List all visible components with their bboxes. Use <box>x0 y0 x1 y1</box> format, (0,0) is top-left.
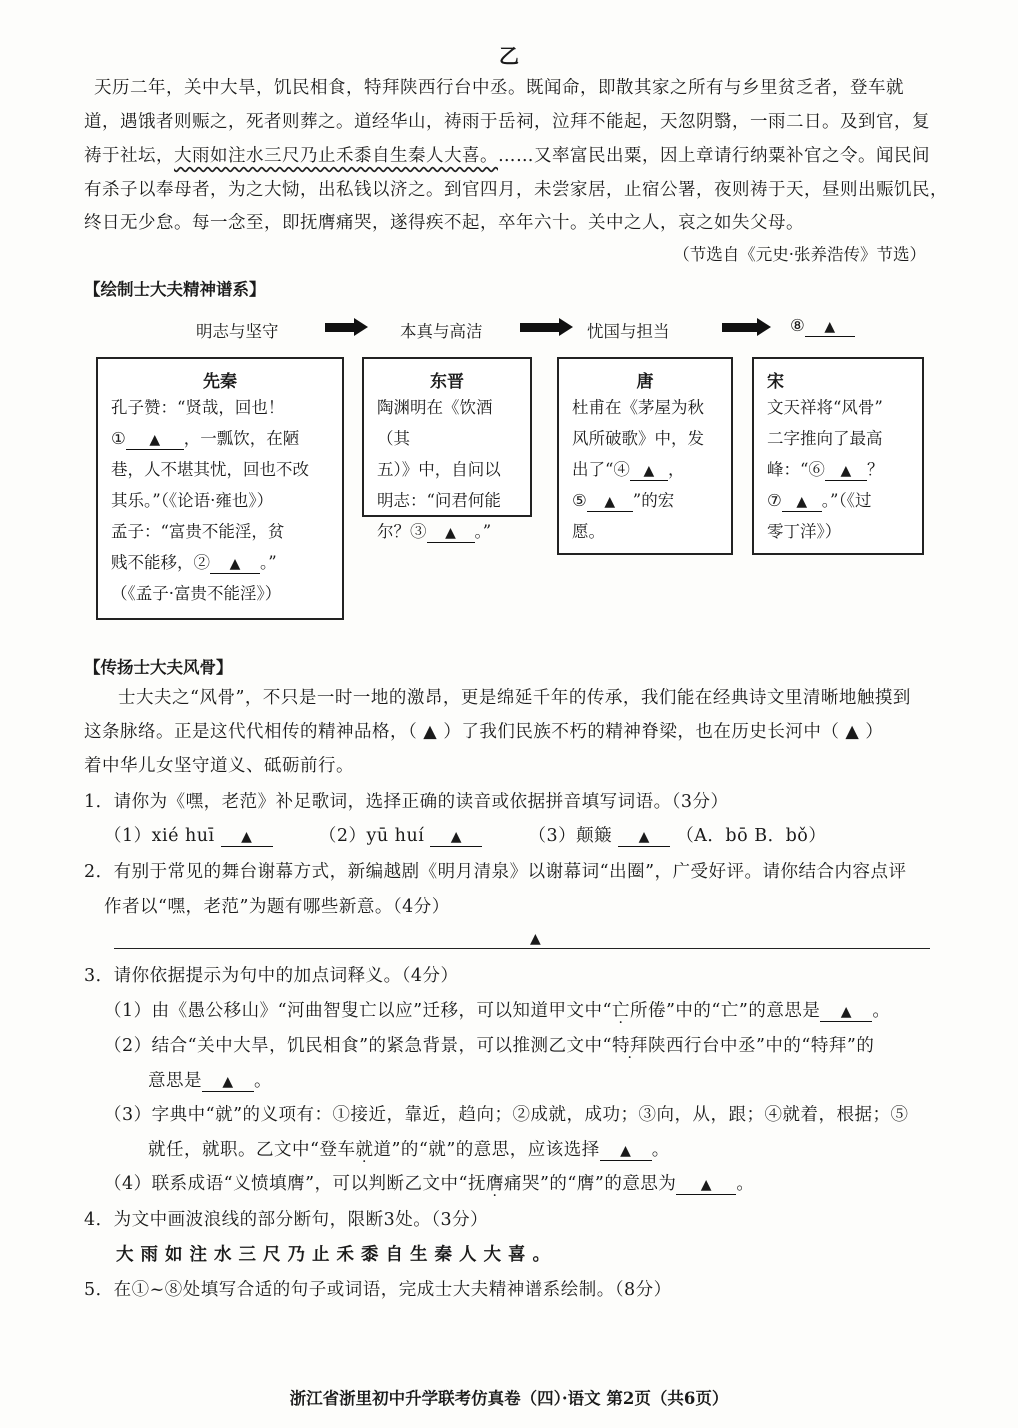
passage-line: 天历二年，关中大旱，饥民相食，特拜陕西行台中丞。既闻命，即散其家之所有与乡里贫乏者，登车就 <box>94 78 904 98</box>
passage-line: 有杀子以奉母者，为之大恸，出私钱以济之。到官四月，未尝家居，止宿公署，夜则祷于天，昼则出赈饥民， <box>84 180 948 200</box>
answer-blank[interactable]: ▲ <box>221 828 273 847</box>
answer-blank[interactable]: ▲ <box>126 430 184 450</box>
flow-step: 忧国与担当 <box>587 322 670 341</box>
era-text: 文天祥将“风骨” 二字推向了最高 峰：“⑥ ▲ ？ ⑦ ▲ 。”（《过 零丁洋》） <box>767 398 884 541</box>
answer-blank[interactable]: ▲ <box>782 492 822 512</box>
answer-blank[interactable]: ▲ <box>427 523 475 543</box>
question-2: 作者以“嘿，老范”为题有哪些新意。（4分） <box>104 897 450 917</box>
answer-marker: ▲ <box>530 931 541 947</box>
question-3-2: 意思是 ▲ 。 <box>148 1071 272 1091</box>
answer-blank[interactable]: ▲ <box>820 1003 872 1022</box>
era-text: 杜甫在《茅屋为秋 风所破歌》中，发 出了“④ ▲ ， ⑤ ▲ ”的宏 愿。 <box>572 398 704 541</box>
era-text: 陶渊明在《饮酒（其 五）》中，自问以 明志：“问君何能 尔？③ ▲ 。” <box>377 398 501 541</box>
answer-blank[interactable]: ▲ <box>618 828 670 847</box>
answer-blank[interactable]: ▲ <box>600 1142 652 1161</box>
passage-line: 道，遇饿者则赈之，死者则葬之。道经华山，祷雨于岳祠，泣拜不能起，天忽阴翳，一雨二日。及到官，复 <box>84 112 930 132</box>
era-title: 东晋 <box>430 372 464 392</box>
question-1-items: （1）xié huī ▲ （2）yū huí ▲ （3）颠簸 ▲ （A．bō B．bǒ） <box>104 826 827 846</box>
answer-blank[interactable]: ▲ <box>676 1176 736 1195</box>
question-3-3: 就任，就职。乙文中“登车就道”的“就”的意思，应该选择 ▲ 。 <box>148 1140 670 1160</box>
answer-blank[interactable]: ▲ <box>202 1073 254 1092</box>
era-box-song <box>752 357 924 555</box>
question-4-text: 大雨如注水三尺乃止禾黍自生秦人大喜。 <box>116 1245 557 1265</box>
wavy-underlined-text: 大雨如注水三尺乃止禾黍自生秦人大喜。 <box>174 146 498 166</box>
passage-line: 终日无少怠。每一念至，即抚膺痛哭，遂得疾不起，卒年六十。关中之人，哀之如失父母。 <box>84 213 804 233</box>
passage-title: 乙 <box>499 44 519 68</box>
right-arrow-icon <box>722 323 758 332</box>
era-title: 先秦 <box>203 372 237 392</box>
question-3-2: （2）结合“关中大旱，饥民相食”的紧急背景，可以推测乙文中“特拜陕西行台中丞”中的“特拜”的 <box>104 1036 875 1056</box>
answer-blank[interactable]: ▲ <box>587 492 633 512</box>
era-box-eastern-jin <box>362 357 532 541</box>
answer-blank[interactable]: ▲ <box>630 461 668 481</box>
paragraph-line: 士大夫之“风骨”，不只是一时一地的激昂，更是绵延千年的传承，我们能在经典诗文里清晰地触摸到 <box>118 688 911 708</box>
era-text: 孔子赞：“贤哉，回也！ ① ▲ ，一瓢饮，在陋 巷，人不堪其忧，回也不改 其乐。”（《论语·雍也》） 孟子：“富贵不能淫，贫 贱不能移，② ▲ 。” （《孟子·富贵不能淫》） <box>111 398 309 603</box>
answer-blank[interactable]: ▲ <box>210 554 260 574</box>
answer-blank[interactable]: ▲ <box>430 828 482 847</box>
flow-step: 明志与坚守 <box>196 322 279 341</box>
question-4: 4．为文中画波浪线的部分断句，限断3处。（3分） <box>84 1210 489 1230</box>
era-box-pre-qin <box>96 357 344 620</box>
answer-line[interactable] <box>114 948 930 949</box>
answer-blank[interactable]: ▲ <box>805 317 855 337</box>
question-3: 3．请你依据提示为句中的加点词释义。（4分） <box>84 966 459 986</box>
right-arrow-icon <box>325 323 355 332</box>
section-heading: 【传扬士大夫风骨】 <box>84 658 233 677</box>
era-title: 宋 <box>767 372 784 392</box>
page-footer: 浙江省浙里初中升学联考仿真卷（四）·语文 第2页（共6页） <box>289 1389 729 1408</box>
flow-step-blank: ⑧ ▲ <box>790 316 855 337</box>
right-arrow-icon <box>520 323 560 332</box>
question-3-3: （3）字典中“就”的义项有：①接近，靠近，趋向；②成就，成功；③向，从，跟；④就着，根据；⑤ <box>104 1105 909 1125</box>
answer-blank[interactable]: ▲ <box>825 461 867 481</box>
question-3-4: （4）联系成语“义愤填膺”，可以判断乙文中“抚膺痛哭”的“膺”的意思为 ▲ 。 <box>104 1174 755 1194</box>
passage-source: （节选自《元史·张养浩传》节选） <box>673 245 926 264</box>
section-heading: 【绘制士大夫精神谱系】 <box>84 280 266 299</box>
passage-line: 祷于社坛，大雨如注水三尺乃止禾黍自生秦人大喜。……又率富民出粟，因上章请行纳粟补官之令。闻民间 <box>84 146 930 166</box>
era-box-tang <box>557 357 733 555</box>
paragraph-line: 着中华儿女坚守道义、砥砺前行。 <box>84 756 354 776</box>
question-1: 1．请你为《嘿，老范》补足歌词，选择正确的读音或依据拼音填写词语。（3分） <box>84 792 729 812</box>
question-5: 5．在①~⑧处填写合适的句子或词语，完成士大夫精神谱系绘制。（8分） <box>84 1280 672 1300</box>
era-title: 唐 <box>636 372 654 392</box>
question-3-1: （1）由《愚公移山》“河曲智叟亡以应”迁移，可以知道甲文中“亡所倦”中的“亡”的意思是 ▲ 。 <box>104 1001 891 1021</box>
paragraph-line: 这条脉络。正是这代代相传的精神品格，（ ▲ ）了我们民族不朽的精神脊梁，也在历史长河中（ ▲ ） <box>84 722 884 742</box>
flow-step: 本真与高洁 <box>400 322 483 341</box>
question-2: 2．有别于常见的舞台谢幕方式，新编越剧《明月清泉》以谢幕词“出圈”，广受好评。请你结合内容点评 <box>84 862 907 882</box>
